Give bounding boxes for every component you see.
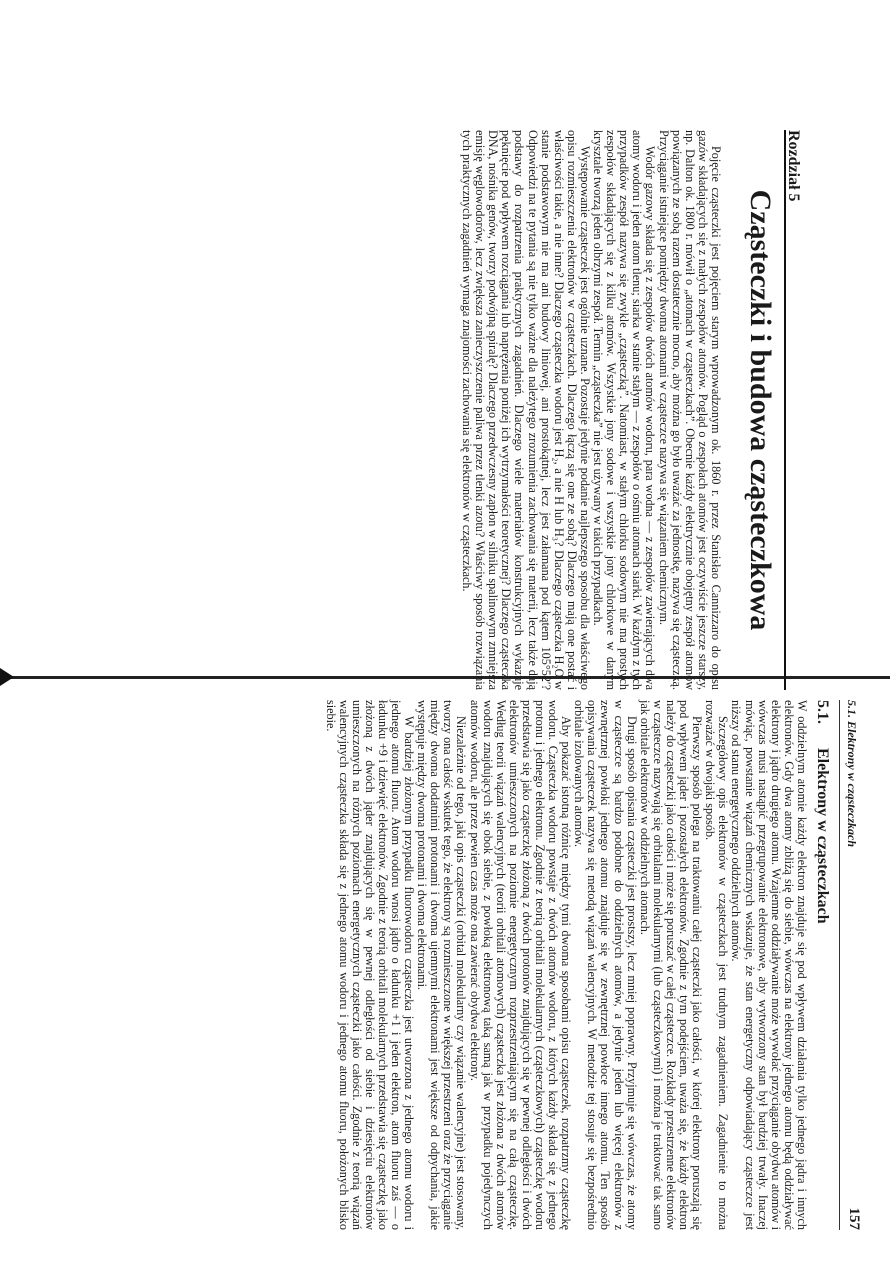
left-page bbox=[80, 130, 800, 690]
paragraph: Aby pokazać istotną różnicę między tymi dwoma sposobami opisu cząsteczek, rozpatrzmy cząsteczkę wodoru. Cząsteczka wodoru powstaje z dwóch atomów wodoru, z których każdy składa się z jednego protonu i jednego elektronu. Zgodnie z teorią orbitali molekularnych (cząsteczkowych) cząsteczkę wodoru przedstawia się jako cząsteczkę złożoną z dwóch protonów znajdujących się w pewnej odległości i dwóch elektronów umieszczonych na poziomie energetycznym rozprzestrzeniającym się na całą cząsteczkę. Według teorii wiązań walencyjnych (teorii orbitali atomowych) cząsteczka jest złożona z dwóch atomów wodoru znajdujących się obok siebie, z powłoką elektronową taką samą jak w przypadku pojedynczych atomów wodoru, ale przez pewien czas może ona zawierać obydwa elektrony. bbox=[467, 700, 574, 1230]
section-title: Elektrony w cząsteczkach bbox=[814, 748, 831, 924]
paragraph: W oddzielnym atomie każdy elektron znajduje się pod wpływem działania tylko jednego jądra i innych elektronów. Gdy dwa atomy zbliżą się do siebie, wówczas na elektrony jednego atomu będą oddziaływać elektrony i jądro drugiego atomu. Wzajemne oddziaływanie może wywołać przyciąganie obydwu atomów i wówczas musi nastąpić przegrupowanie elektronowe, aby wytworzony stan był bardziej trwały. Inaczej mówiąc, powstanie wiązań chemicznych wskazuje, że stan energetyczny odpowiadający cząsteczce jest niższy od stanu energetycznego oddzielnych atomów. bbox=[729, 700, 809, 1230]
paragraph: Pojęcie cząsteczki jest pojęciem starym wprowadzonym ok. 1860 r. przez Stanisłao Cannizzaro do opisu gazów składających się z małych zespołów atomów. Pogląd o zespołach atomów jest oczywiście jeszcze starszy, np. Dalton ok. 1800 r. mówił o „atomach w cząsteczkach”. Obecnie każdy elektrycznie obojętny zespół atomów powiązanych ze sobą razem dostatecznie mocno, aby można go było uważać za jednostkę, nazywa się cząsteczką. Przyciąganie istniejące pomiędzy dwoma atomami w cząsteczce nazywa się wiązaniem chemicznym. bbox=[656, 130, 723, 690]
paragraph: Wodór gazowy składa się z zespołów dwóch atomów wodoru, para wodna — z zespołów zawierających dwa atomy wodoru i jeden atom tlenu; siarka w stanie stałym — z zespołów o ośmiu atomach siarki. W każdym z tych przypadków zespół nazywa się zwykle „cząsteczką”. Natomiast, w stałym chlorku sodowym nie ma prostych zespołów składających się z kilku atomów. Wszystkie jony sodowe i wszystkie jony chlorkowe w danym krysztale tworzą jeden olbrzymi zespół. Termin „cząsteczka” nie jest używany w takich przypadkach. bbox=[591, 130, 658, 690]
paragraph: Niezależnie od tego, jaki opis cząsteczki (orbital molekularny czy wiązanie walencyjne) jest stosowany, tworzy ona całość wskutek tego, że elektrony są rozmieszczone w większej przestrzeni oraz że przyciąganie między dwoma dodatnimi protonami i dwoma ujemnymi elektronami jest większe od odpychania, jakie występuje między dwoma protonami i dwoma elektronami. bbox=[415, 700, 469, 1230]
page-number: 157 bbox=[846, 1207, 862, 1230]
right-page bbox=[70, 700, 860, 1230]
chapter-title: Cząsteczki i budowa cząsteczkowa bbox=[743, 189, 777, 631]
paragraph: Pierwszy sposób polega na traktowaniu całej cząsteczki jako całości, w której elektrony poruszają się pod wpływem jąder i pozostałych elektronów. Zgodnie z tym podejściem, uważa się, że każdy elektron należy do cząsteczki jako całości i może się poruszać w całej cząsteczce. Rozkłady przestrzenne elektronów w cząsteczce nazywają się orbitalami molekularnymi (lub cząsteczkowymi) i można je traktować tak samo jak orbitale elektronów w oddzielnych atomach. bbox=[637, 700, 705, 1230]
paragraph: Drugi sposób opisania cząsteczki jest prostszy, lecz mniej poprawny. Przyjmuje się wówczas, że atomy w cząsteczce są bardzo podobne do oddzielnych atomów, a jedynie jeden lub więcej elektronów z zewnętrznej powłoki jednego atomu znajduje się w zewnętrznej powłoce innego atomu. Ten sposób opisywania cząsteczek nazywa się metodą wiązań walencyjnych. W metodzie tej stosuje się bezpośrednio orbitale izolowanych atomów. bbox=[572, 700, 639, 1230]
section-number: 5.1. bbox=[814, 700, 831, 724]
paragraph: Szczegółowy opis elektronów w cząsteczkach jest trudnym zagadnieniem. Zagadnienie to można rozważać w dwojaki sposób. bbox=[703, 700, 731, 1230]
running-head-title: 5.1. Elektrony w cząsteczkach bbox=[845, 700, 859, 847]
section-heading bbox=[816, 700, 829, 1230]
binding-marker-arrow-icon bbox=[0, 668, 14, 686]
running-head bbox=[839, 700, 860, 1230]
paragraph: W bardziej złożonym przypadku fluorowodoru cząsteczka jest utworzona z jednego atomu wodoru i jednego atomu fluoru. Atom wodoru wnosi jądro o ładunku +1 i jeden elektron, atom fluoru zaś — o ładunku +9 i dziewięć elektronów. Zgodnie z teorią orbitali molekularnych przedstawia się cząsteczkę jako złożoną z dwóch jąder znajdujących się w pewnej odległości od siebie i dziesięciu elektronów umieszczonych na różnych poziomach energetycznych cząsteczki jako całości. Zgodnie z teorią wiązań walencyjnych cząsteczka składa się z jednego atomu wodoru i jednego atomu fluoru, położonych blisko siebie. bbox=[323, 700, 417, 1230]
paragraph: Występowanie cząsteczek jest ogólnie uznane. Pozostaje jedynie podanie najlepszego sposobu dla właściwego opisu rozmieszczenia elektronów w cząsteczkach. Dlaczego łączą się one ze sobą? Dlaczego mają one postać i właściwości takie, a nie inne? Dlaczego cząsteczka wodoru jest H₂, a nie H lub H₃? Dlaczego cząsteczka H₂O w stanie podstawowym nie ma ani budowy liniowej, ani prostokątnej, lecz jest załamana pod kątem 105°52′? Odpowiedzi na te pytania są nie tylko ważne dla należytego zrozumienia zachowania się materii, lecz także dają podstawy do rozpatrzenia praktycznych zagadnień. Dlaczego wiele materiałów konstrukcyjnych wykazuje pęknięcie pod wpływem rozciągania lub naprężenia poniżej ich wytrzymałości teoretycznej? Dlaczego cząsteczka DNA, nośnika genów, tworzy podwójną spiralę? Dlaczego przedwczesny zapłon w silniku spalinowym zmniejsza emisję węglowodorów, lecz zwiększa zanieczyszczenie paliwa przez tlenki azotu? Właściwy sposób rozwiązania tych praktycznych zagadnień wymaga znajomości zachowania się elektronów w cząsteczkach. bbox=[460, 130, 592, 690]
chapter-label: Rozdział 5 bbox=[784, 130, 800, 690]
